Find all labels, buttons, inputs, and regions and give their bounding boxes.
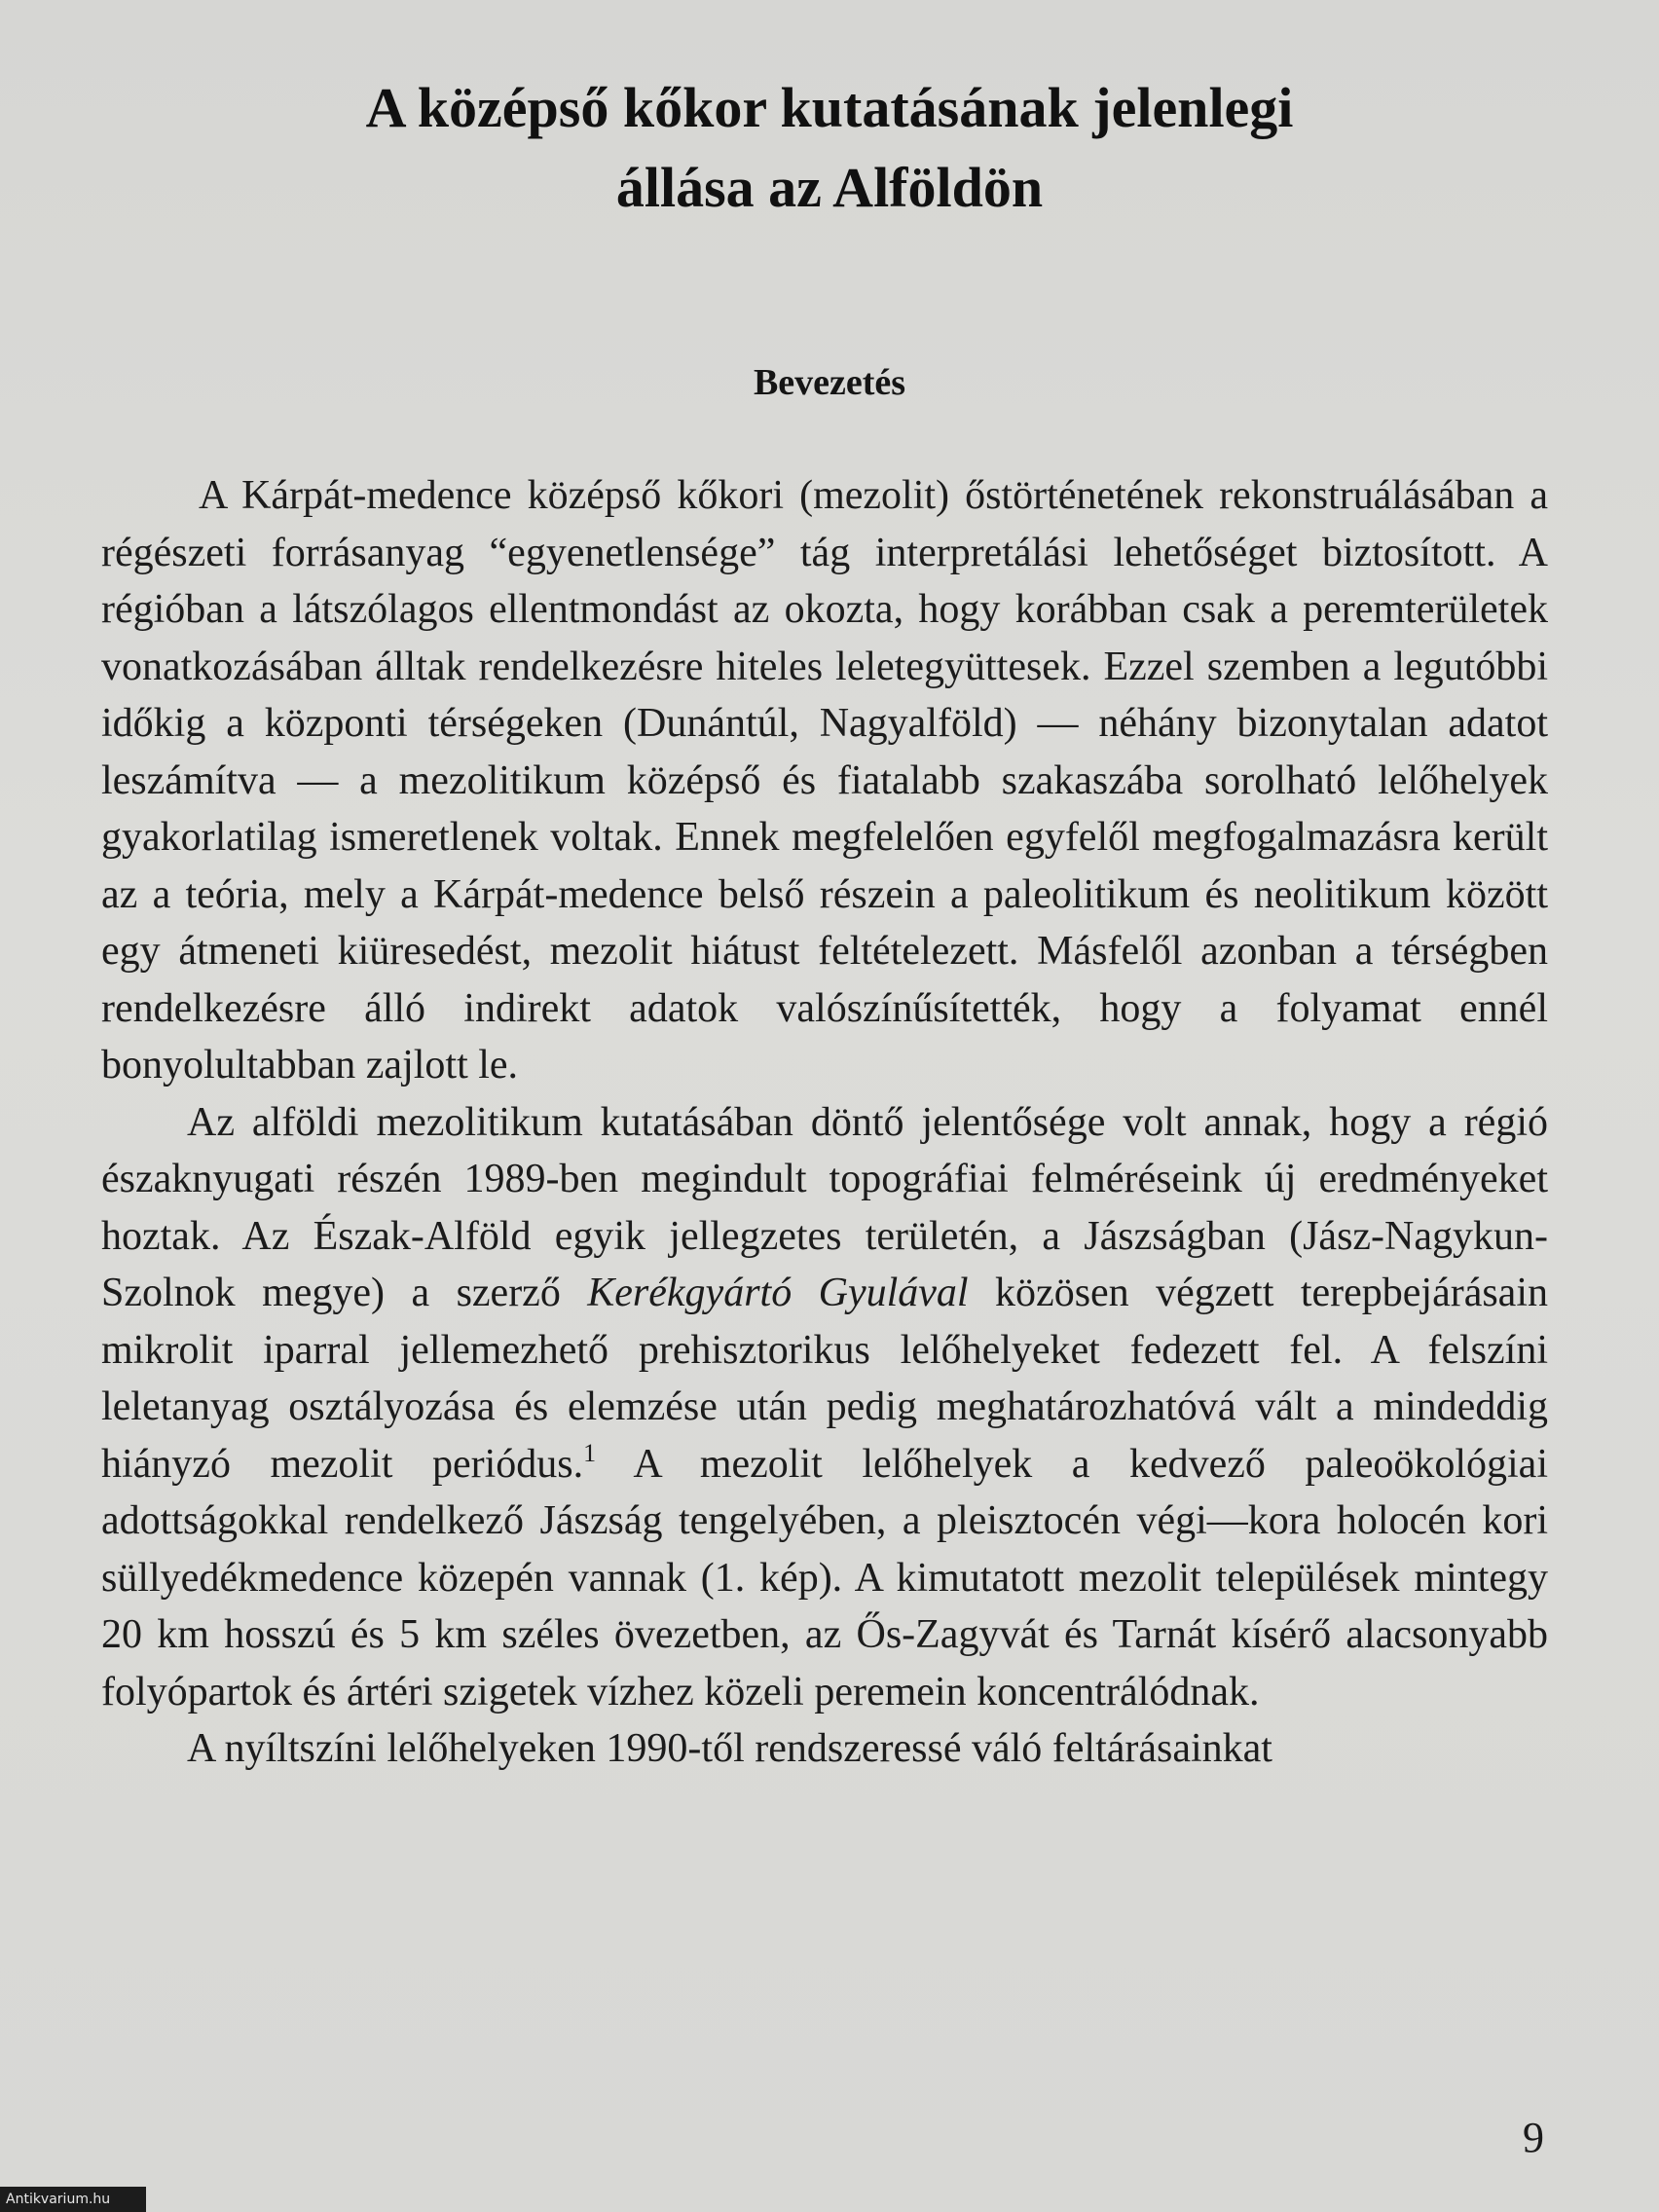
footnote-marker: 1 xyxy=(583,1438,597,1467)
italic-name: Kerékgyártó Gyulával xyxy=(587,1271,969,1315)
paragraph-2-text-a: Az alföldi mezolitikum kutatásában döntő jelentősége volt annak, hogy a régió északnyugati részén 1989-ben megindult topográfiai felméréseink új eredményeket hoztak. Az Észak-Alföld egyik jellegzetes területén, a Jászságban (Jász-Nagykun-Szolnok megye) a szerző xyxy=(101,1099,1548,1315)
paragraph-2-text-b: közösen végzett terepbejárásain mikrolit iparral jellemezhető prehisztorikus lelőhelyeket fedezett fel. A felszíni leletanyag osztályozása és elemzése után pedig meghatározhatóvá vált a mindeddig hiányzó mezolit periódus. xyxy=(101,1271,1548,1487)
section-heading: Bevezetés xyxy=(753,362,906,403)
paragraph-1: A Kárpát-medence középső kőkori (mezolit) őstörténetének rekonstruálásában a régészeti forrásanyag “egyenetlensége” tág interpretálási lehetőséget biztosított. A régióban a látszólagos ellentmondást az okozta, hogy korábban csak a peremterületek vonatkozásában álltak rendelkezésre hiteles leletegyüttesek. Ezzel szemben a legutóbbi időkig a központi térségeken (Dunántúl, Nagyalföld) — néhány bizonytalan adatot leszámítva — a mezolitikum középső és fiatalabb szakaszába sorolható lelőhelyek gyakorlatilag ismeretlenek voltak. Ennek megfelelően egyfelől megfogalmazásra került az a teória, mely a Kárpát-medence belső részein a paleolitikum és neolitikum között egy átmeneti kiüresedést, mezolit hiátust feltételezett. Másfelől azonban a térségben rendelkezésre álló indirekt adatok valószínűsítették, hogy a folyamat ennél bonyolultabban zajlott le. xyxy=(101,473,1548,1088)
page-title-line-1: A középső kőkor kutatásának jelenlegi xyxy=(365,76,1294,139)
paragraph-2 xyxy=(101,1094,1548,1721)
page-title xyxy=(146,68,1513,228)
paragraph-2-text-c: A mezolit lelőhelyek a kedvező paleoökológiai adottságokkal rendelkező Jászság tengelyében, a pleisztocén végi—kora holocén kori süllyedékmedence közepén vannak (1. kép). A kimutatott mezolit települések mintegy 20 km hosszú és 5 km széles övezetben, az Ős-Zagyvát és Tarnát kísérő alacsonyabb folyópartok és ártéri szigetek vízhez közeli peremein koncentrálódnak. xyxy=(101,1441,1548,1714)
watermark: Antikvarium.hu xyxy=(0,2187,146,2212)
paragraph-3: A nyíltszíni lelőhelyeken 1990-től rendszeressé váló feltárásainkat xyxy=(187,1726,1272,1771)
body-text xyxy=(101,467,1548,1778)
page-title-line-2: állása az Alföldön xyxy=(615,156,1044,219)
page-number: 9 xyxy=(1523,2114,1544,2161)
